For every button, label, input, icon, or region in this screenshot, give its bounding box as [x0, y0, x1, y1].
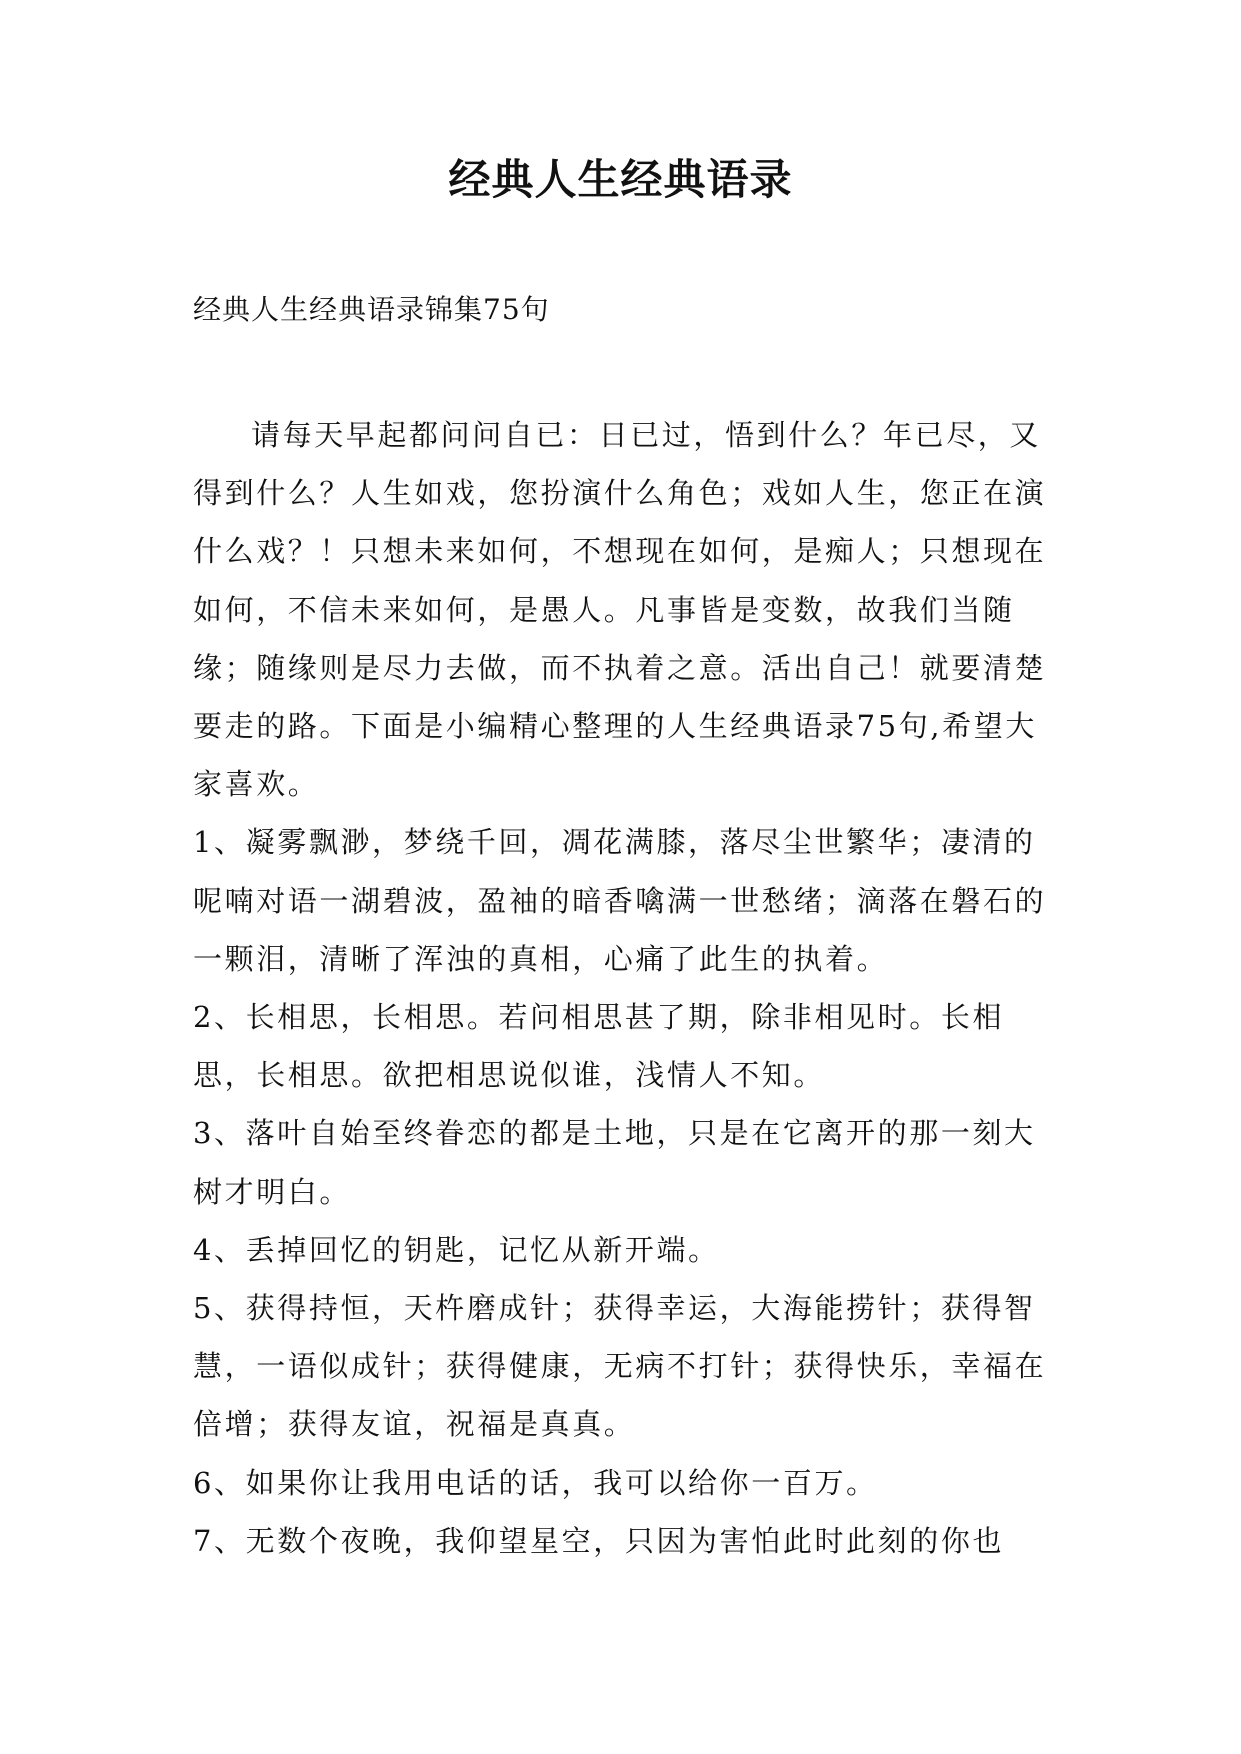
quote-item-3: 3、落叶自始至终眷恋的都是土地，只是在它离开的那一刻大树才明白。 [193, 1116, 1036, 1209]
quote-item-6: 6、如果你让我用电话的话，我可以给你一百万。 [193, 1465, 878, 1500]
document-subtitle: 经典人生经典语录锦集75句 [193, 293, 550, 326]
document-title: 经典人生经典语录 [448, 155, 793, 204]
intro-paragraph: 请每天早起都问问自已：日已过，悟到什么？年已尽，又得到什么？人生如戏，您扮演什么角色；戏如人生，您正在演什么戏？！只想未来如何，不想现在如何，是痴人；只想现在如何，不信未来如何，是愚人。凡事皆是变数，故我们当随缘；随缘则是尽力去做，而不执着之意。活出自己！就要清楚要走的路。下面是小编精心整理的人生经典语录75句,希望大家喜欢。 [193, 418, 1047, 802]
document-body [193, 406, 1063, 1570]
quote-item-4: 4、丢掉回忆的钥匙，记忆从新开端。 [193, 1232, 720, 1267]
quote-item-2: 2、长相思，长相思。若问相思甚了期，除非相见时。长相思，长相思。欲把相思说似谁，浅情人不知。 [193, 1000, 1005, 1093]
quote-item-7: 7、无数个夜晚，我仰望星空，只因为害怕此时此刻的你也 [193, 1523, 1005, 1558]
quote-item-5: 5、获得持恒，天杵磨成针；获得幸运，大海能捞针；获得智慧，一语似成针；获得健康，无病不打针；获得快乐，幸福在倍增；获得友谊，祝福是真真。 [193, 1291, 1047, 1442]
quote-item-1: 1、凝雾飘渺，梦绕千回，凋花满膝，落尽尘世繁华；凄清的呢喃对语一湖碧波，盈袖的暗香噙满一世愁绪；滴落在磐石的一颗泪，清晰了浑浊的真相，心痛了此生的执着。 [193, 825, 1047, 976]
